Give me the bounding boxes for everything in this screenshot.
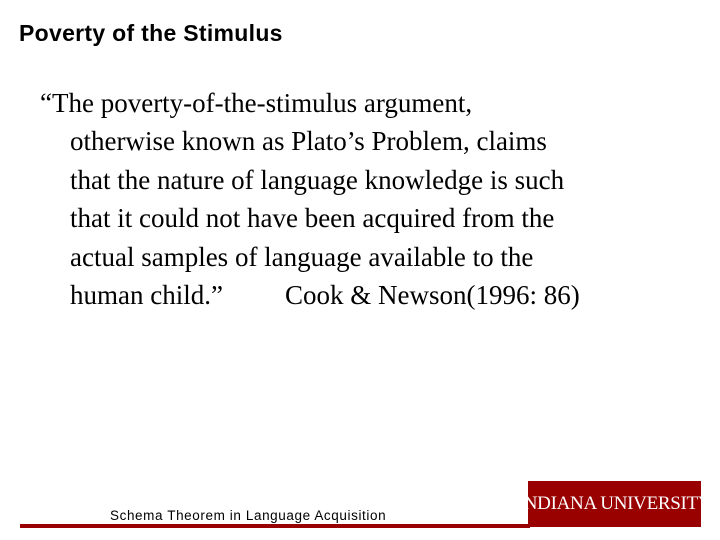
footer-rule <box>20 524 530 528</box>
quote-line: otherwise known as Plato’s Problem, claims <box>70 126 547 157</box>
quote-line: actual samples of language available to the <box>70 241 534 272</box>
logo-text: INDIANA UNIVERSITY <box>517 493 712 514</box>
quote-block <box>40 84 700 314</box>
citation: Cook & Newson(1996: 86) <box>284 279 580 310</box>
slide-title: Poverty of the Stimulus <box>19 20 283 46</box>
footer-text: Schema Theorem in Language Acquisition <box>110 508 387 523</box>
quote-line: that the nature of language knowledge is such <box>70 164 565 195</box>
quote-line: human child.” <box>70 279 223 310</box>
indiana-university-logo <box>517 481 712 527</box>
quote-line: that it could not have been acquired from the <box>70 203 555 234</box>
quote-line: “The poverty-of-the-stimulus argument, <box>40 88 473 118</box>
quote-last-line <box>40 276 700 314</box>
